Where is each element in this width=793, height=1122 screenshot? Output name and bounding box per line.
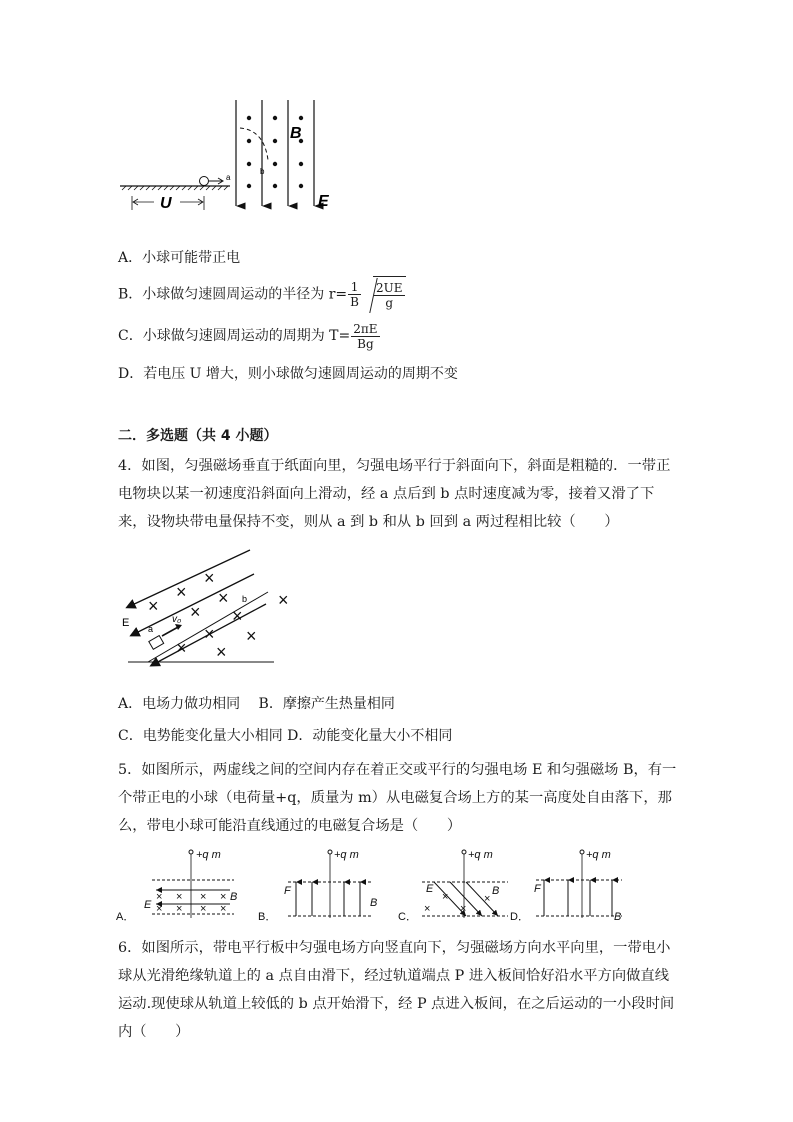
label-a: a — [148, 624, 154, 634]
svg-text:×: × — [176, 638, 187, 658]
q4-stem: 4．如图，匀强磁场垂直于纸面向里，匀强电场平行于斜面向下，斜面是粗糙的．一带正电物块以某一初速度沿斜面向上滑动，经 a 点后到 b 点时速度减为零，接着又滑了下来，设物块带电量保持不变，则从 a 到 b 和从 b 回到 a 两过程相比较（ ） — [118, 458, 671, 530]
q3-c-num: 2πE — [353, 321, 378, 336]
q3-option-a: A．小球可能带正电 — [118, 250, 241, 266]
q4-options-cd: C．电势能变化量大小相同 D．动能变化量大小不相同 — [118, 728, 453, 744]
svg-text:×: × — [204, 568, 215, 588]
q4-options-ab: A．电场力做功相同 B．摩擦产生热量相同 — [118, 696, 395, 712]
svg-text:×: × — [156, 891, 163, 903]
q5-d-charge: +q m — [586, 849, 611, 861]
svg-text:×: × — [424, 903, 431, 915]
svg-text:×: × — [176, 582, 187, 602]
label-B: B — [290, 125, 302, 142]
question-3-figure — [118, 98, 338, 216]
q5-b-charge: +q m — [334, 849, 359, 861]
q3-option-b — [118, 276, 406, 312]
svg-text:×: × — [176, 903, 183, 915]
svg-text:×: × — [204, 624, 215, 644]
q5-c-B: B — [492, 885, 500, 897]
q3-c-fraction — [351, 322, 379, 351]
q3-c-den: Bg — [357, 336, 374, 351]
svg-text:×: × — [220, 903, 227, 915]
q3-b-sqrt — [364, 276, 406, 313]
q3-b-rad-frac — [374, 281, 405, 310]
svg-text:×: × — [200, 903, 207, 915]
label-a: a — [226, 173, 231, 182]
svg-text:×: × — [176, 891, 183, 903]
q5-opt-c: C． — [398, 911, 417, 923]
svg-text:×: × — [484, 893, 491, 905]
q6-stem: 6．如图所示，带电平行板中匀强电场方向竖直向下，匀强磁场方向水平向里，一带电小球从光滑绝缘轨道上的 a 点自由滑下，经过轨道端点 P 进入板间恰好沿水平方向做直线运动.现使球从轨道上较低的 b 点开始滑下，经 P 点进入板间，在之后运动的一小段时间内（ ） — [118, 940, 675, 1040]
label-b: b — [260, 167, 265, 176]
svg-text:×: × — [216, 642, 227, 662]
label-v0: v₀ — [172, 614, 182, 625]
svg-text:×: × — [220, 891, 227, 903]
q5-c-charge: +q m — [468, 849, 493, 861]
svg-text:×: × — [246, 626, 257, 646]
q5-opt-a: A． — [116, 911, 135, 923]
svg-text:×: × — [278, 590, 289, 610]
q3-option-d: D．若电压 U 增大，则小球做匀速圆周运动的周期不变 — [118, 366, 458, 382]
q5-d-F: F — [534, 883, 541, 895]
label-E: E — [318, 193, 329, 210]
svg-text:×: × — [200, 891, 207, 903]
label-U: U — [160, 195, 172, 212]
q5-b-B: B — [370, 897, 378, 909]
q5-opt-d: D． — [510, 911, 529, 923]
q3-b-fraction — [348, 280, 361, 309]
svg-text:×: × — [156, 903, 163, 915]
q3-b-den: B — [350, 295, 359, 309]
q5-a-charge: +q m — [196, 849, 221, 861]
q3-b-rad-den: g — [385, 295, 394, 310]
question-5-figure — [116, 846, 636, 926]
q3-b-rad-num: 2UE — [376, 280, 403, 295]
label-E: E — [122, 617, 130, 629]
q3-option-c — [118, 318, 381, 354]
label-b: b — [242, 594, 248, 604]
q5-d-B: B — [614, 911, 622, 923]
q3-option-c-prefix: C．小球做匀速圆周运动的周期为 T= — [118, 328, 351, 344]
q5-a-B: B — [230, 891, 238, 903]
svg-text:×: × — [232, 606, 243, 626]
svg-text:×: × — [218, 588, 229, 608]
q5-c-E: E — [426, 883, 434, 895]
svg-text:×: × — [190, 602, 201, 622]
q5-b-F: F — [284, 885, 291, 897]
question-4-figure — [118, 546, 289, 668]
q3-option-b-prefix: B．小球做匀速圆周运动的半径为 r= — [118, 286, 348, 303]
q5-opt-b: B． — [258, 911, 277, 923]
q5-a-E: E — [144, 899, 152, 911]
svg-text:×: × — [460, 903, 467, 915]
section-heading: 二．多选题（共 4 小题） — [118, 428, 278, 444]
q5-stem: 5．如图所示，两虚线之间的空间内存在着正交或平行的匀强电场 E 和匀强磁场 B，有一个带正电的小球（电荷量+q，质量为 m）从电磁复合场上方的某一高度处自由落下，那么，带电小球可能沿直线通过的电磁复合场是（ ） — [118, 762, 677, 834]
q3-b-num: 1 — [348, 280, 361, 295]
svg-text:×: × — [442, 891, 449, 903]
svg-text:×: × — [148, 596, 159, 616]
